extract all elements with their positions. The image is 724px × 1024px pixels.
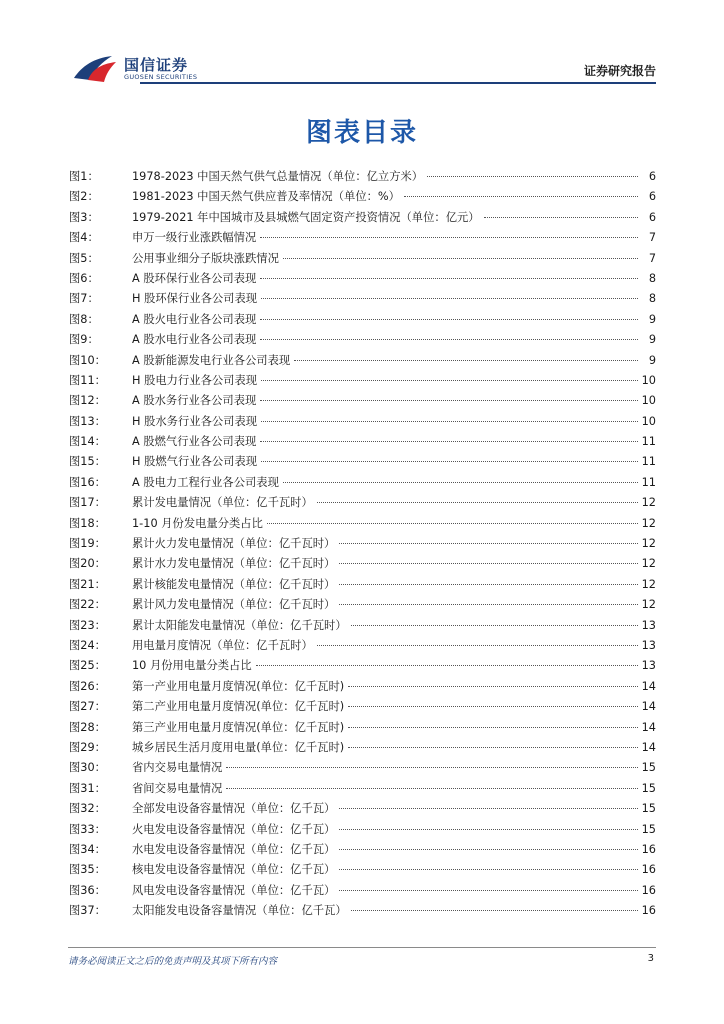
toc-entry-title: 火电发电设备容量情况（单位：亿千瓦） (132, 822, 336, 836)
toc-entry-page: 9 (648, 312, 656, 326)
toc-entry[interactable] (69, 820, 656, 840)
toc-entry-title: A 股新能源发电行业各公司表现 (132, 353, 291, 367)
toc-entry-number: 图27： (69, 700, 106, 714)
toc-dot-leader (260, 400, 637, 401)
toc-entry[interactable] (69, 208, 656, 228)
toc-dot-leader (294, 360, 638, 361)
toc-entry-title: 1981-2023 中国天然气供应普及率情况（单位：%） (132, 190, 400, 204)
toc-entry-page: 10 (641, 394, 656, 408)
toc-dot-leader (404, 196, 638, 197)
toc-entry-number: 图35： (69, 863, 106, 877)
toc-entry-title: 核电发电设备容量情况（单位：亿千瓦） (132, 863, 336, 877)
toc-entry-page: 8 (648, 271, 656, 285)
toc-entry-page: 7 (648, 251, 656, 265)
guosen-logo-icon (72, 52, 118, 84)
toc-entry-title: H 股电力行业各公司表现 (132, 373, 258, 387)
toc-entry-number: 图16： (69, 475, 106, 489)
toc-entry[interactable] (69, 330, 656, 350)
toc-entry-title: A 股水电行业各公司表现 (132, 333, 257, 347)
toc-entry-number: 图13： (69, 414, 106, 428)
toc-entry-page: 6 (648, 190, 656, 204)
report-type-label: 证券研究报告 (583, 64, 656, 78)
toc-entry-number: 图29： (69, 740, 106, 754)
toc-entry-page: 10 (641, 373, 656, 387)
toc-entry[interactable] (69, 840, 656, 860)
toc-entry-page: 12 (641, 496, 656, 510)
toc-entry-title: 累计水力发电量情况（单位：亿千瓦时） (132, 557, 336, 571)
toc-entry-title: 风电发电设备容量情况（单位：亿千瓦） (132, 883, 336, 897)
page-header (0, 0, 724, 90)
toc-entry-page: 13 (641, 618, 656, 632)
toc-dot-leader (339, 808, 637, 809)
toc-dot-leader (339, 869, 637, 870)
guosen-logo (72, 52, 212, 86)
toc-entry-title: 水电发电设备容量情况（单位：亿千瓦） (132, 842, 336, 856)
toc-entry[interactable] (69, 432, 656, 452)
toc-dot-leader (261, 461, 638, 462)
toc-dot-leader (283, 258, 638, 259)
toc-entry[interactable] (69, 412, 656, 432)
toc-entry-number: 图23： (69, 618, 106, 632)
toc-entry-number: 图37： (69, 904, 106, 918)
toc-dot-leader (283, 482, 638, 483)
toc-entry[interactable] (69, 310, 656, 330)
toc-entry-title: 第一产业用电量月度情况(单位：亿千瓦时) (132, 679, 345, 693)
toc-entry-number: 图7： (69, 292, 99, 306)
toc-entry[interactable] (69, 269, 656, 289)
toc-entry-page: 14 (641, 740, 656, 754)
toc-entry-title: 用电量月度情况（单位：亿千瓦时） (132, 638, 313, 652)
toc-entry-number: 图25： (69, 659, 106, 673)
toc-entry-number: 图19： (69, 537, 106, 551)
toc-entry-title: 省内交易电量情况 (132, 761, 223, 775)
toc-entry[interactable] (69, 779, 656, 799)
toc-entry[interactable] (69, 595, 656, 615)
toc-entry-number: 图9： (69, 333, 99, 347)
toc-entry[interactable] (69, 677, 656, 697)
toc-dot-leader (351, 625, 638, 626)
toc-entry[interactable] (69, 473, 656, 493)
toc-entry-number: 图2： (69, 190, 99, 204)
toc-dot-leader (260, 237, 638, 238)
toc-entry-title: 申万一级行业涨跌幅情况 (132, 231, 257, 245)
toc-entry-title: 1979-2021 年中国城市及县城燃气固定资产投资情况（单位：亿元） (132, 210, 480, 224)
toc-entry[interactable] (69, 452, 656, 472)
toc-entry-title: 累计风力发电量情况（单位：亿千瓦时） (132, 598, 336, 612)
toc-entry[interactable] (69, 371, 656, 391)
toc-entry-title: 公用事业细分子版块涨跌情况 (132, 251, 279, 265)
toc-entry-title: A 股环保行业各公司表现 (132, 271, 257, 285)
toc-entry[interactable] (69, 697, 656, 717)
toc-entry[interactable] (69, 554, 656, 574)
toc-entry-number: 图15： (69, 455, 106, 469)
toc-entry-title: A 股水务行业各公司表现 (132, 394, 257, 408)
figure-table-of-contents (69, 167, 656, 921)
toc-dot-leader (261, 380, 638, 381)
toc-entry-page: 16 (641, 883, 656, 897)
toc-entry-number: 图20： (69, 557, 106, 571)
toc-dot-leader (317, 502, 638, 503)
toc-entry-title: H 股环保行业各公司表现 (132, 292, 258, 306)
toc-entry-number: 图33： (69, 822, 106, 836)
toc-entry-page: 12 (641, 598, 656, 612)
toc-dot-leader (339, 890, 637, 891)
toc-entry-title: A 股燃气行业各公司表现 (132, 435, 257, 449)
toc-entry-page: 9 (648, 353, 656, 367)
toc-dot-leader (261, 298, 638, 299)
toc-entry-page: 14 (641, 700, 656, 714)
toc-entry-page: 16 (641, 904, 656, 918)
toc-dot-leader (260, 441, 637, 442)
toc-dot-leader (261, 421, 638, 422)
toc-entry[interactable] (69, 534, 656, 554)
toc-entry-number: 图32： (69, 802, 106, 816)
toc-entry[interactable] (69, 636, 656, 656)
toc-entry[interactable] (69, 575, 656, 595)
toc-entry-title: H 股燃气行业各公司表现 (132, 455, 258, 469)
toc-entry-title: 太阳能发电设备容量情况（单位：亿千瓦） (132, 904, 347, 918)
toc-entry[interactable] (69, 738, 656, 758)
toc-entry-page: 6 (648, 170, 656, 183)
toc-dot-leader (226, 767, 637, 768)
toc-entry-page: 9 (648, 333, 656, 347)
toc-entry-title: 城乡居民生活月度用电量(单位：亿千瓦时) (132, 740, 345, 754)
toc-dot-leader (339, 543, 637, 544)
toc-entry-page: 11 (641, 455, 656, 469)
toc-entry-page: 15 (641, 822, 656, 836)
toc-dot-leader (339, 584, 637, 585)
toc-entry-number: 图18： (69, 516, 106, 530)
toc-entry-number: 图34： (69, 842, 106, 856)
logo-english-name: GUOSEN SECURITIES (124, 73, 198, 81)
toc-entry[interactable] (69, 249, 656, 269)
toc-entry[interactable] (69, 758, 656, 778)
toc-dot-leader (427, 176, 638, 177)
toc-entry-title: 累计核能发电量情况（单位：亿千瓦时） (132, 577, 336, 591)
toc-entry-page: 13 (641, 638, 656, 652)
toc-entry-title: 全部发电设备容量情况（单位：亿千瓦） (132, 802, 336, 816)
toc-entry[interactable] (69, 799, 656, 819)
toc-dot-leader (317, 645, 638, 646)
toc-entry-page: 11 (641, 475, 656, 489)
toc-entry-page: 8 (648, 292, 656, 306)
toc-entry-number: 图26： (69, 679, 106, 693)
toc-entry[interactable] (69, 514, 656, 534)
toc-entry-page: 7 (648, 231, 656, 245)
toc-entry[interactable] (69, 860, 656, 880)
toc-entry-page: 13 (641, 659, 656, 673)
toc-entry-title: A 股火电行业各公司表现 (132, 312, 257, 326)
toc-dot-leader (484, 217, 638, 218)
toc-entry[interactable] (69, 391, 656, 411)
page-number: 3 (647, 953, 654, 964)
page-title: 图表目录 (305, 118, 418, 148)
toc-dot-leader (260, 339, 638, 340)
toc-entry-number: 图28： (69, 720, 106, 734)
toc-entry-number: 图14： (69, 435, 106, 449)
toc-entry-number: 图17： (69, 496, 106, 510)
toc-entry-number: 图31： (69, 781, 106, 795)
toc-entry[interactable] (69, 187, 656, 207)
toc-dot-leader (339, 829, 637, 830)
toc-entry-number: 图8： (69, 312, 99, 326)
toc-entry[interactable] (69, 881, 656, 901)
toc-dot-leader (348, 727, 637, 728)
toc-entry[interactable] (69, 616, 656, 636)
toc-dot-leader (348, 706, 637, 707)
toc-entry-number: 图3： (69, 210, 99, 224)
toc-entry-title: 累计火力发电量情况（单位：亿千瓦时） (132, 537, 336, 551)
toc-entry-page: 12 (641, 516, 656, 530)
toc-entry-page: 10 (641, 414, 656, 428)
toc-entry-page: 15 (641, 802, 656, 816)
toc-dot-leader (260, 278, 638, 279)
toc-dot-leader (260, 319, 638, 320)
toc-entry-page: 14 (641, 679, 656, 693)
toc-entry[interactable] (69, 228, 656, 248)
toc-entry-title: A 股电力工程行业各公司表现 (132, 475, 279, 489)
toc-entry-page: 11 (641, 435, 656, 449)
toc-entry[interactable] (69, 656, 656, 676)
toc-entry-page: 12 (641, 557, 656, 571)
toc-entry-title: 第三产业用电量月度情况(单位：亿千瓦时) (132, 720, 345, 734)
toc-entry-number: 图12： (69, 394, 106, 408)
toc-dot-leader (339, 849, 637, 850)
footer-divider (68, 947, 656, 948)
toc-entry[interactable] (69, 493, 656, 513)
toc-entry-page: 16 (641, 863, 656, 877)
toc-entry[interactable] (69, 289, 656, 309)
toc-entry-number: 图36： (69, 883, 106, 897)
toc-entry[interactable] (69, 351, 656, 371)
toc-entry-page: 16 (641, 842, 656, 856)
header-divider (140, 82, 656, 84)
footer-disclaimer: 请务必阅读正文之后的免责声明及其项下所有内容 (68, 956, 278, 967)
toc-entry-number: 图4： (69, 231, 99, 245)
toc-entry-number: 图22： (69, 598, 106, 612)
toc-entry-page: 12 (641, 577, 656, 591)
toc-entry-title: 累计发电量情况（单位：亿千瓦时） (132, 496, 313, 510)
toc-entry-title: H 股水务行业各公司表现 (132, 414, 258, 428)
toc-entry-page: 15 (641, 761, 656, 775)
toc-entry[interactable] (69, 167, 656, 187)
toc-entry-number: 图21： (69, 577, 106, 591)
toc-dot-leader (256, 665, 638, 666)
toc-entry-number: 图11： (69, 373, 106, 387)
toc-entry-number: 图30： (69, 761, 106, 775)
toc-entry-title: 第二产业用电量月度情况(单位：亿千瓦时) (132, 700, 345, 714)
toc-dot-leader (339, 604, 637, 605)
toc-entry-title: 累计太阳能发电量情况（单位：亿千瓦时） (132, 618, 347, 632)
toc-dot-leader (226, 788, 637, 789)
toc-dot-leader (267, 523, 638, 524)
toc-entry-number: 图10： (69, 353, 106, 367)
toc-entry-number: 图1： (69, 170, 99, 183)
toc-dot-leader (348, 686, 637, 687)
toc-entry-page: 12 (641, 537, 656, 551)
toc-dot-leader (348, 747, 637, 748)
toc-entry[interactable] (69, 718, 656, 738)
toc-dot-leader (351, 910, 638, 911)
toc-entry-number: 图6： (69, 271, 99, 285)
toc-entry[interactable] (69, 901, 656, 921)
toc-entry-title: 省间交易电量情况 (132, 781, 223, 795)
toc-entry-number: 图24： (69, 638, 106, 652)
toc-entry-number: 图5： (69, 251, 99, 265)
toc-entry-title: 1-10 月份发电量分类占比 (132, 516, 263, 530)
toc-entry-title: 10 月份用电量分类占比 (132, 659, 252, 673)
toc-entry-title: 1978-2023 中国天然气供气总量情况（单位：亿立方米） (132, 170, 424, 183)
toc-entry-page: 6 (648, 210, 656, 224)
toc-entry-page: 14 (641, 720, 656, 734)
toc-entry-page: 15 (641, 781, 656, 795)
logo-chinese-name: 国信证券 (124, 56, 189, 74)
toc-dot-leader (339, 563, 637, 564)
